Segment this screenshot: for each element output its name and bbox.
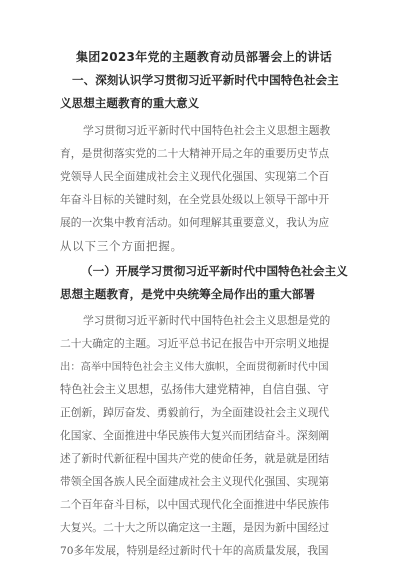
paragraph-line: 二个百年奋斗目标，以中国式现代化全面推进中华民族伟 [60, 498, 330, 511]
paragraph-line: 70多年发展，特别是经过新时代十年的高质量发展，我国 [60, 544, 329, 557]
paragraph-line: 述了新时代新征程中国共产党的使命任务，就是就是团结 [60, 452, 330, 465]
document-title: 集团2023年党的主题教育动员部署会上的讲话 [76, 50, 332, 64]
paragraph-line: 大复兴。二十大之所以确定这一主题，是因为新中国经过 [60, 521, 330, 534]
section-heading-line: 义思想主题教育的重大意义 [60, 96, 200, 110]
paragraph-line: 带领全国各族人民全面建成社会主义现代化强国、实现第 [60, 475, 330, 488]
paragraph-line: 正创新，踔厉奋发、勇毅前行，为全面建设社会主义现代 [60, 406, 330, 419]
paragraph-line: 特色社会主义思想，弘扬伟大建党精神，自信自强、守 [60, 383, 329, 396]
paragraph-line: 二十大确定的主题。习近平总书记在报告中开宗明义地提 [60, 337, 330, 350]
paragraph-line: 党领导人民全面建成社会主义现代化强国、实现第二个百 [60, 170, 330, 183]
paragraph-line: 学习贯彻习近平新时代中国特色社会主义思想是党的 [83, 314, 331, 327]
paragraph-line: 出：高举中国特色社会主义伟大旗帜，全面贯彻新时代中国 [60, 361, 329, 373]
section-heading-line: 一、深刻认识学习贯彻习近平新时代中国特色社会主 [72, 73, 339, 87]
subsection-heading-line: （一）开展学习贯彻习近平新时代中国特色社会主义 [81, 264, 348, 278]
paragraph-line: 育，是贯彻落实党的二十大精神开局之年的重要历史节点 [60, 147, 330, 160]
paragraph-line: 展的一次集中教育活动。如何理解其重要意义，我认为应 [60, 216, 330, 229]
paragraph-line: 学习贯彻习近平新时代中国特色社会主义思想主题教 [83, 124, 331, 137]
paragraph-line: 化国家、全面推进中华民族伟大复兴而团结奋斗。深刻阐 [60, 429, 330, 442]
paragraph-line: 从以下三个方面把握。 [60, 239, 183, 253]
subsection-heading-line: 思想主题教育，是党中央统筹全局作出的重大部署 [60, 287, 316, 301]
paragraph-line: 年奋斗目标的关键时刻，在全党县处级以上领导干部中开 [60, 193, 330, 206]
